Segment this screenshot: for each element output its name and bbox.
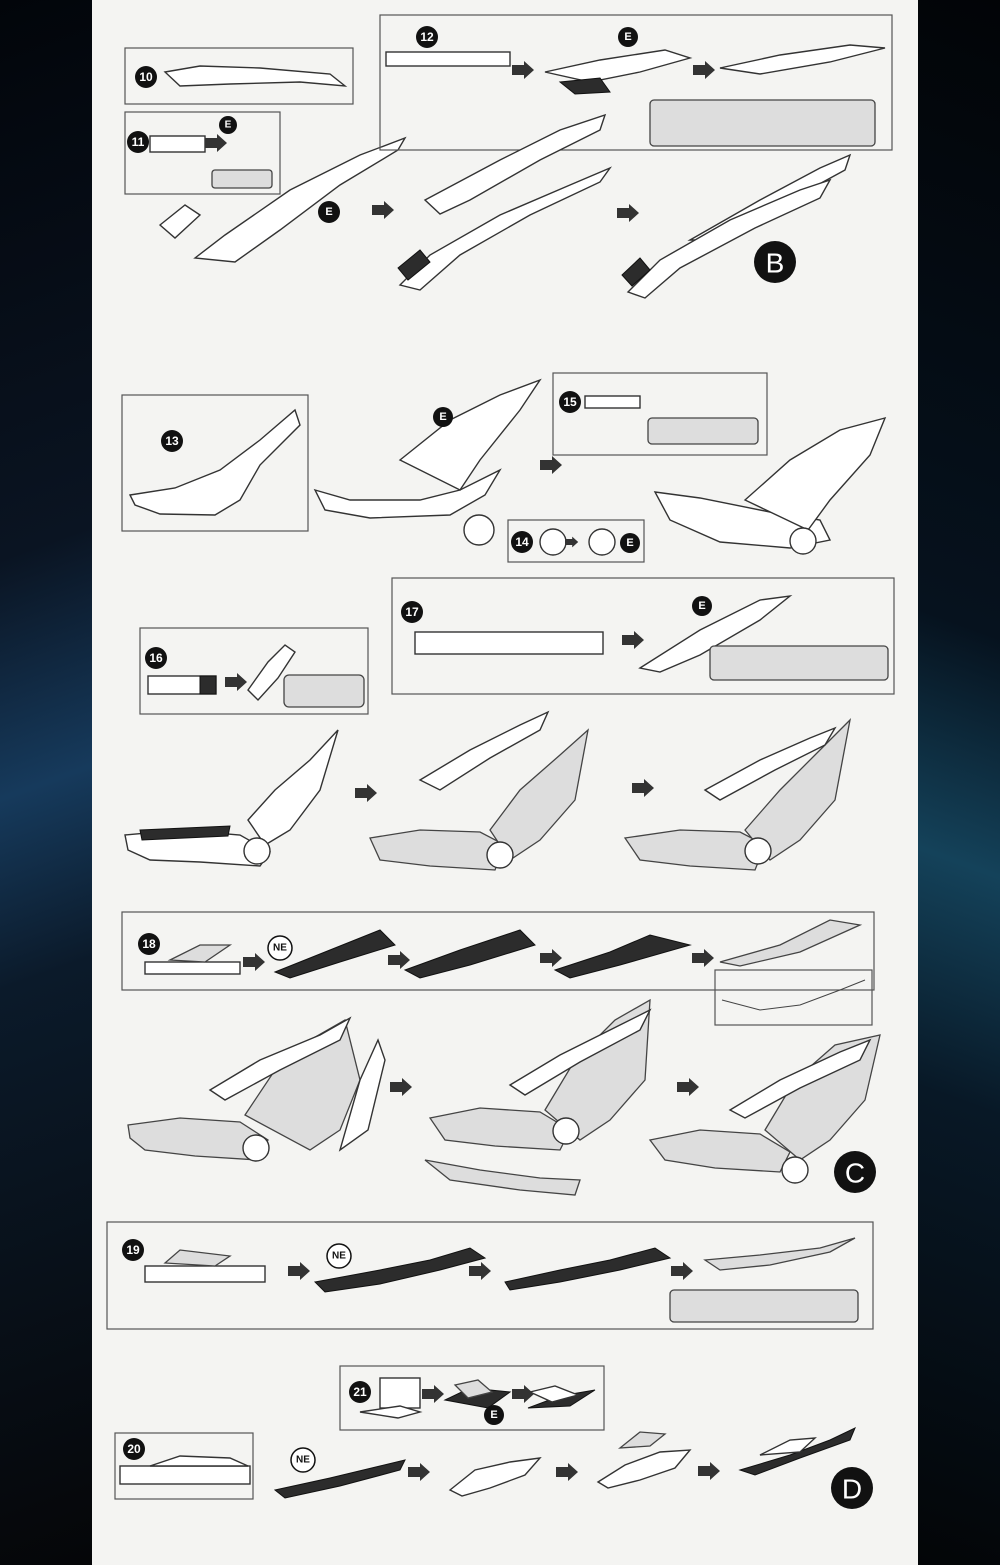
strip-part-18 [145,962,240,974]
arrow-19b [469,1262,491,1280]
wing-upper-b3 [690,155,850,240]
step-16-badge: 16 [149,651,163,665]
arrow-18b [388,951,410,969]
arrow-18d [692,949,714,967]
ring-part-14a [540,529,566,555]
arrow-13 [540,456,562,474]
section-d-badge: D [841,1473,863,1505]
wing-upper-c1 [245,1020,360,1150]
section-c-badge: C [844,1157,866,1189]
detail-inset-15 [648,418,758,444]
dark-part-12a [560,78,610,94]
strip-dark-16 [200,676,216,694]
dark-part-18a [275,930,395,978]
detail-inset-11 [212,170,272,188]
label-e-b1: E [224,119,232,131]
strip-part-15 [585,396,640,408]
detail-line-18 [722,980,865,1010]
arrow-20c [698,1462,720,1480]
detail-inset-19 [670,1290,858,1322]
section-13-15 [122,373,885,562]
detail-inset-17 [710,646,888,680]
arrow-18c [540,949,562,967]
arrow-21a [422,1385,444,1403]
section-d [115,1366,873,1509]
wing-lower-17a [370,830,505,870]
top-part-20c [620,1432,665,1448]
label-ne-20: NE [296,1454,310,1466]
arrow-16 [225,673,247,691]
strip-part-11 [150,136,205,152]
folded-part-12b [720,45,885,74]
section-c [122,912,880,1195]
dark-part-19b [505,1248,670,1290]
detail-box-18 [715,970,872,1025]
step-15-badge: 15 [563,395,577,409]
wing-upper-16 [248,730,338,845]
wing-lower-b2 [400,168,610,290]
section-b [125,15,892,298]
wing-part-10 [165,66,345,86]
arrow-b2 [617,204,639,222]
arrow-b5 [205,134,227,152]
ring-c2 [553,1118,579,1144]
folded-part-20c [598,1450,690,1488]
step-18-badge: 18 [142,937,156,951]
section-19 [107,1222,873,1329]
label-e-17: E [698,600,706,612]
folded-part-19 [165,1250,230,1266]
step-19-badge: 19 [126,1243,140,1257]
label-ne-19: NE [332,1250,346,1262]
ring-15 [790,528,816,554]
label-e-13: E [439,411,447,423]
label-e-21: E [490,1409,498,1421]
folded-part-20 [150,1456,248,1466]
wing-lower-c2 [430,1108,570,1150]
ring-16 [244,838,270,864]
folded-part-12a [545,50,690,82]
bottom-part-c2 [425,1160,580,1195]
wing-upper-b2 [425,115,605,214]
arrow-c2 [632,779,654,797]
step-13-badge: 13 [165,434,179,448]
folded-part-18d [720,920,860,966]
bracket-b1 [160,205,200,238]
section-16-17 [125,578,894,870]
step-21-badge: 21 [353,1385,367,1399]
folded-part-20b [450,1458,540,1496]
arrow-c1 [355,784,377,802]
arrow-17 [622,631,644,649]
arrow-18a [243,953,265,971]
ring-c1 [243,1135,269,1161]
folded-part-19c [705,1238,855,1270]
wing-lower-c3 [650,1130,790,1172]
strip-part-17 [415,632,603,654]
arrow-19c [671,1262,693,1280]
arrow-b4 [693,61,715,79]
step-14-badge: 14 [515,535,529,549]
step-17-badge: 17 [405,605,419,619]
strip-part-19 [145,1266,265,1282]
dark-part-18c [555,935,690,978]
step-12-badge: 12 [420,30,434,44]
arrow-c4 [677,1078,699,1096]
ring-13b [464,515,494,545]
strip-part-20 [120,1466,250,1484]
detail-inset-16 [284,675,364,707]
folded-part-18 [170,945,230,962]
label-e-14: E [626,537,634,549]
step-10-badge: 10 [139,70,153,84]
strip-part-12 [386,52,510,66]
arrow-21b [512,1385,534,1403]
arrow-b1 [372,201,394,219]
arrow-20b [556,1463,578,1481]
arrow-c3 [390,1078,412,1096]
ring-17a [487,842,513,868]
ring-part-14b [589,529,615,555]
spine-17a [420,712,548,790]
ring-17b [745,838,771,864]
wing-upper-13b [400,380,540,490]
label-e-b2: E [624,31,632,43]
strip-part-21 [380,1378,420,1408]
wing-lower-17b [625,830,765,870]
label-e-b3: E [325,206,333,218]
dark-part-18b [405,930,535,978]
label-ne-18: NE [273,942,287,954]
arrow-14 [565,537,578,548]
step-20-badge: 20 [127,1442,141,1456]
section-b-badge: B [765,247,785,279]
wing-part-13 [130,410,300,515]
arrow-20a [408,1463,430,1481]
arrow-b3 [512,61,534,79]
detail-inset-12 [650,100,875,146]
wing-main-b1 [195,138,405,262]
wing-lower-13b [315,470,500,518]
step-11-badge: 11 [131,135,145,149]
ring-c3 [782,1157,808,1183]
arrow-19a [288,1262,310,1280]
wing-lower-b3 [628,180,830,298]
